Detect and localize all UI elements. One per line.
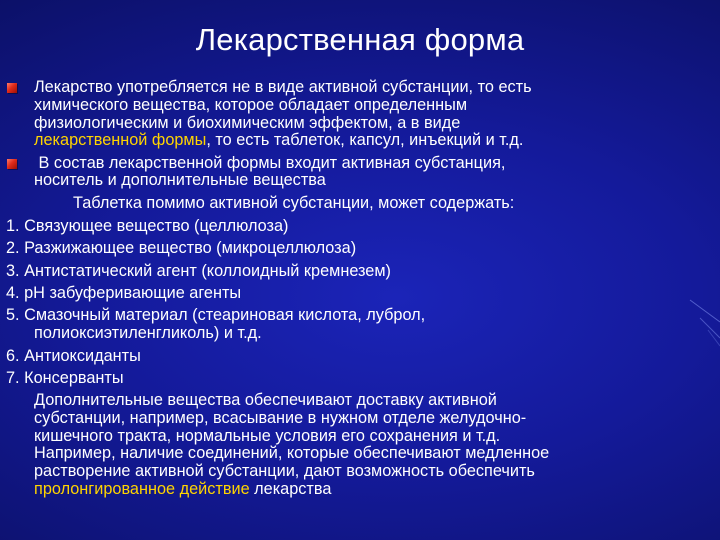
slide-body: [0, 79, 712, 499]
list-item: [0, 285, 712, 303]
list-item-text: 4. рН забуферивающие агенты: [6, 283, 242, 302]
list-item: [0, 263, 712, 281]
text-line: [34, 132, 712, 150]
text-line: [0, 481, 712, 499]
text-line: носитель и дополнительные вещества: [34, 171, 326, 190]
text-line: Дополнительные вещества обеспечивают доставку активной: [34, 391, 497, 410]
text-line: субстанции, например, всасывание в нужном отделе желудочно-: [34, 408, 527, 427]
list-item-text: 2. Разжижающее вещество (микроцеллюлоза): [6, 239, 357, 258]
bullet-square-icon: [7, 159, 17, 169]
text-fragment: , то есть таблеток, капсул, инъекций и т.д.: [206, 131, 524, 150]
slide-title: Лекарственная форма: [195, 22, 525, 57]
text-line: кишечного тракта, нормальные условия его сохранения и т.д.: [34, 426, 501, 445]
list-item: [0, 307, 712, 343]
highlighted-term: пролонгированное действие: [34, 480, 250, 499]
list-item: [0, 240, 712, 258]
text-line: химического вещества, которое обладает определенным: [34, 95, 468, 114]
text-line: Лекарство употребляется не в виде активной субстанции, то есть: [34, 78, 532, 96]
text-line: Например, наличие соединений, которые обеспечивают медленное: [34, 444, 550, 463]
list-item-text: 1. Связующее вещество (целлюлоза): [6, 216, 289, 235]
text-line: В состав лекарственной формы входит активная субстанция,: [34, 153, 506, 172]
closing-paragraph: [0, 392, 712, 499]
list-item: [0, 370, 712, 388]
highlighted-term: лекарственной формы: [34, 131, 207, 150]
text-line: физиологическим и биохимическим эффектом, а в виде: [34, 113, 461, 132]
list-item-text: полиоксиэтиленгликоль) и т.д.: [34, 324, 262, 343]
bullet-item: [0, 79, 712, 150]
text-line: растворение активной субстанции, дают возможность обеспечить: [34, 462, 535, 481]
list-item-text: 7. Консерванты: [6, 368, 124, 387]
tablet-intro: Таблетка помимо активной субстанции, может содержать:: [73, 193, 515, 212]
list-item-text: 3. Антистатический агент (коллоидный кремнезем): [6, 261, 391, 280]
text-fragment: лекарства: [249, 480, 332, 499]
list-item: [0, 218, 712, 236]
list-item: [0, 348, 712, 366]
bullet-item: [0, 155, 712, 191]
bullet-square-icon: [7, 83, 17, 93]
list-item-text: 6. Антиоксиданты: [6, 346, 141, 365]
list-item-text: 5. Смазочный материал (стеариновая кислота, луброл,: [6, 306, 426, 325]
